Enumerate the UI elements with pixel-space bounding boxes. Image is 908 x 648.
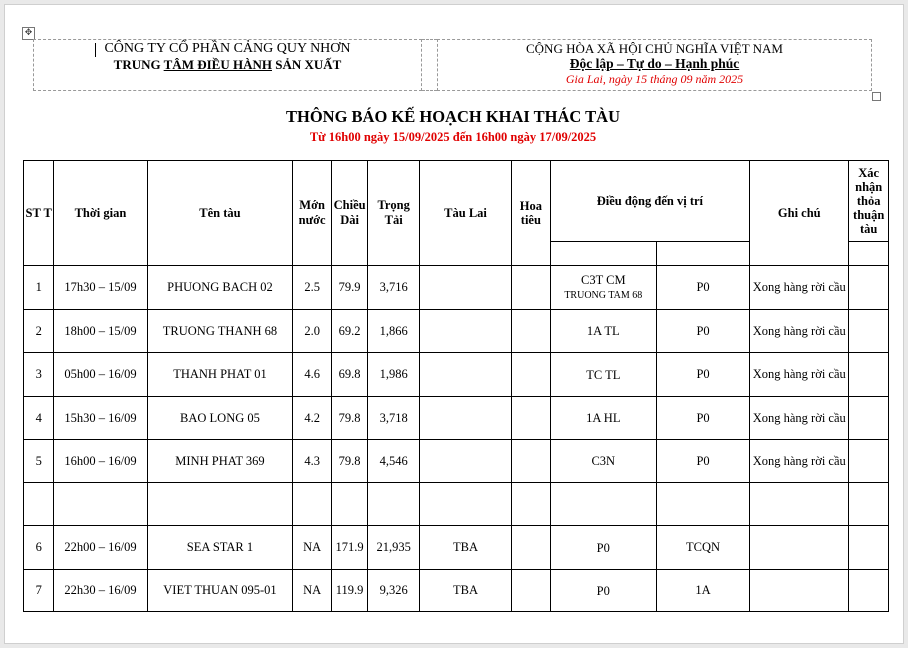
cell-time[interactable]: 15h30 – 16/09 — [54, 397, 147, 440]
cell-draft[interactable]: NA — [293, 526, 331, 570]
cell-draft[interactable]: 4.2 — [293, 397, 331, 440]
table-row — [24, 310, 889, 353]
cell-tug[interactable] — [419, 440, 511, 483]
cell-length[interactable] — [331, 483, 367, 526]
cell-draft[interactable]: 4.3 — [293, 440, 331, 483]
cell-length[interactable]: 69.2 — [331, 310, 367, 353]
header-divider — [422, 39, 437, 91]
cell-stt[interactable]: 5 — [24, 440, 54, 483]
cell-pilot[interactable] — [512, 266, 550, 310]
cell-from[interactable]: TC TL — [550, 353, 656, 397]
cell-time[interactable]: 18h00 – 15/09 — [54, 310, 147, 353]
cell-confirm[interactable] — [849, 353, 889, 397]
cell-tug[interactable]: TBA — [419, 570, 511, 612]
cell-dwt[interactable]: 9,326 — [368, 570, 420, 612]
col-header-confirm-sub — [849, 242, 889, 266]
cell-time[interactable]: 22h30 – 16/09 — [54, 570, 147, 612]
col-header-time: Thời gian — [54, 161, 147, 266]
cell-pilot[interactable] — [512, 570, 550, 612]
cell-stt[interactable]: 6 — [24, 526, 54, 570]
cell-dwt[interactable]: 3,716 — [368, 266, 420, 310]
cell-confirm[interactable] — [849, 266, 889, 310]
table-row — [24, 353, 889, 397]
cell-pilot[interactable] — [512, 440, 550, 483]
table-row — [24, 483, 889, 526]
cell-from[interactable]: 1A HL — [550, 397, 656, 440]
cell-time[interactable]: 16h00 – 16/09 — [54, 440, 147, 483]
cell-confirm[interactable] — [849, 526, 889, 570]
cell-stt[interactable]: 7 — [24, 570, 54, 612]
cell-tug[interactable] — [419, 483, 511, 526]
cell-tug[interactable] — [419, 353, 511, 397]
cell-confirm[interactable] — [849, 570, 889, 612]
place-date: Gia Lai, ngày 15 tháng 09 năm 2025 — [565, 72, 744, 86]
header-right-box — [437, 39, 872, 91]
header-left-box — [33, 39, 422, 91]
cell-from[interactable]: C3N — [550, 440, 656, 483]
table-resize-handle[interactable] — [872, 92, 881, 101]
cell-draft[interactable]: 4.6 — [293, 353, 331, 397]
cell-pilot[interactable] — [512, 483, 550, 526]
cell-length[interactable]: 79.8 — [331, 397, 367, 440]
cell-from[interactable] — [550, 483, 656, 526]
cell-dwt[interactable] — [368, 483, 420, 526]
cell-confirm[interactable] — [849, 483, 889, 526]
cell-length[interactable]: 79.9 — [331, 266, 367, 310]
cell-pilot[interactable] — [512, 353, 550, 397]
col-header-length: Chiều Dài — [331, 161, 367, 266]
cell-to[interactable]: P0 — [656, 397, 749, 440]
cell-length[interactable]: 171.9 — [331, 526, 367, 570]
cell-stt[interactable]: 1 — [24, 266, 54, 310]
cell-vessel[interactable] — [147, 483, 293, 526]
cell-note[interactable] — [750, 526, 849, 570]
cell-confirm[interactable] — [849, 310, 889, 353]
cell-from[interactable]: P0 — [550, 570, 656, 612]
cell-draft[interactable]: 2.5 — [293, 266, 331, 310]
col-header-move-from — [550, 242, 656, 266]
col-header-move: Điều động đến vị trí — [550, 161, 750, 242]
cell-note[interactable]: Xong hàng rời cầu — [750, 440, 849, 483]
cell-to[interactable]: P0 — [656, 266, 749, 310]
cell-stt[interactable]: 4 — [24, 397, 54, 440]
cell-draft[interactable]: 2.0 — [293, 310, 331, 353]
vessel-schedule-table — [23, 160, 889, 612]
cell-to[interactable]: P0 — [656, 353, 749, 397]
cell-stt[interactable]: 3 — [24, 353, 54, 397]
cell-confirm[interactable] — [849, 440, 889, 483]
table-row — [24, 570, 889, 612]
cell-time[interactable]: 22h00 – 16/09 — [54, 526, 147, 570]
cell-dwt[interactable]: 1,986 — [368, 353, 420, 397]
cell-dwt[interactable]: 3,718 — [368, 397, 420, 440]
text-cursor — [95, 43, 96, 57]
cell-confirm[interactable] — [849, 397, 889, 440]
cell-note[interactable]: Xong hàng rời cầu — [750, 266, 849, 310]
cell-to[interactable] — [656, 483, 749, 526]
cell-tug[interactable] — [419, 310, 511, 353]
cell-time[interactable]: 17h30 – 15/09 — [54, 266, 147, 310]
cell-note[interactable] — [750, 483, 849, 526]
cell-to[interactable]: P0 — [656, 440, 749, 483]
cell-pilot[interactable] — [512, 526, 550, 570]
table-move-handle-icon[interactable]: ✥ — [22, 27, 35, 40]
col-header-pilot: Hoa tiêu — [512, 161, 550, 266]
table-row — [24, 266, 889, 310]
table-row — [24, 440, 889, 483]
cell-tug[interactable]: TBA — [419, 526, 511, 570]
cell-note[interactable] — [750, 570, 849, 612]
col-header-draft: Mớn nước — [293, 161, 331, 266]
cell-vessel[interactable]: TRUONG THANH 68 — [147, 310, 293, 353]
department-name: TRUNG TÂM ĐIỀU HÀNH SẢN XUẤT — [113, 57, 342, 72]
cell-stt[interactable] — [24, 483, 54, 526]
cell-to[interactable]: P0 — [656, 310, 749, 353]
col-header-move-to — [656, 242, 749, 266]
cell-time[interactable]: 05h00 – 16/09 — [54, 353, 147, 397]
company-name: CÔNG TY CỔ PHẦN CẢNG QUY NHƠN — [104, 41, 351, 56]
document-title: THÔNG BÁO KẾ HOẠCH KHAI THÁC TÀU — [285, 107, 621, 126]
cell-dwt[interactable]: 1,866 — [368, 310, 420, 353]
col-header-stt: ST T — [24, 161, 54, 266]
document-subtitle: Từ 16h00 ngày 15/09/2025 đến 16h00 ngày 17/09/2025 — [309, 130, 597, 144]
cell-note[interactable]: Xong hàng rời cầu — [750, 353, 849, 397]
col-header-tug: Tàu Lai — [419, 161, 511, 266]
cell-dwt[interactable]: 21,935 — [368, 526, 420, 570]
cell-length[interactable]: 79.8 — [331, 440, 367, 483]
cell-from[interactable]: 1A TL — [550, 310, 656, 353]
cell-note[interactable]: Xong hàng rời cầu — [750, 397, 849, 440]
cell-length[interactable]: 119.9 — [331, 570, 367, 612]
col-header-dwt: Trọng Tải — [368, 161, 420, 266]
cell-vessel[interactable]: THANH PHAT 01 — [147, 353, 293, 397]
cell-pilot[interactable] — [512, 310, 550, 353]
cell-pilot[interactable] — [512, 397, 550, 440]
cell-vessel[interactable]: VIET THUAN 095-01 — [147, 570, 293, 612]
cell-from[interactable]: C3T CM TRUONG TAM 68 — [550, 266, 656, 310]
cell-vessel[interactable]: SEA STAR 1 — [147, 526, 293, 570]
cell-vessel[interactable]: PHUONG BACH 02 — [147, 266, 293, 310]
cell-vessel[interactable]: MINH PHAT 369 — [147, 440, 293, 483]
col-header-confirm: Xác nhận thỏa thuận tàu — [849, 161, 889, 242]
republic-name: CỘNG HÒA XÃ HỘI CHỦ NGHĨA VIỆT NAM — [526, 41, 783, 56]
cell-from[interactable]: P0 — [550, 526, 656, 570]
national-motto: Độc lập – Tự do – Hạnh phúc — [569, 56, 740, 71]
cell-vessel[interactable]: BAO LONG 05 — [147, 397, 293, 440]
cell-tug[interactable] — [419, 266, 511, 310]
table-row — [24, 397, 889, 440]
cell-tug[interactable] — [419, 397, 511, 440]
cell-note[interactable]: Xong hàng rời cầu — [750, 310, 849, 353]
col-header-vessel: Tên tàu — [147, 161, 293, 266]
cell-to[interactable]: 1A — [656, 570, 749, 612]
cell-time[interactable] — [54, 483, 147, 526]
cell-draft[interactable]: NA — [293, 570, 331, 612]
cell-length[interactable]: 69.8 — [331, 353, 367, 397]
cell-to[interactable]: TCQN — [656, 526, 749, 570]
cell-stt[interactable]: 2 — [24, 310, 54, 353]
col-header-note: Ghi chú — [750, 161, 849, 266]
cell-draft[interactable] — [293, 483, 331, 526]
table-row — [24, 526, 889, 570]
cell-dwt[interactable]: 4,546 — [368, 440, 420, 483]
